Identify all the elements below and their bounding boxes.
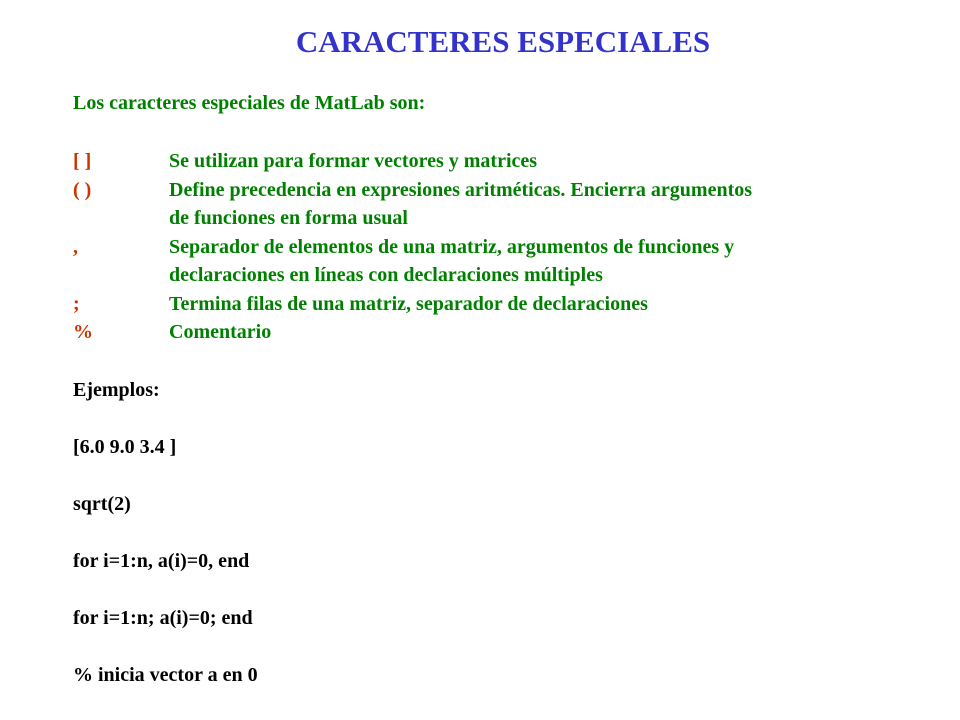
- description-parentheses-line2: de funciones en forma usual: [169, 207, 408, 229]
- example-loop-commas: for i=1:n, a(i)=0, end: [73, 550, 250, 572]
- example-comment: % inicia vector a en 0: [73, 664, 258, 686]
- symbol-parentheses: ( ): [73, 179, 92, 201]
- example-loop-semicolons: for i=1:n; a(i)=0; end: [73, 607, 253, 629]
- description-parentheses-line1: Define precedencia en expresiones aritméticas. Encierra argumentos: [169, 179, 753, 201]
- examples-heading: Ejemplos:: [73, 379, 160, 401]
- intro-text: Los caracteres especiales de MatLab son:: [73, 92, 426, 114]
- description-brackets: Se utilizan para formar vectores y matrices: [169, 150, 538, 172]
- description-percent: Comentario: [169, 321, 272, 343]
- symbol-comma: ,: [73, 236, 78, 258]
- description-comma-line1: Separador de elementos de una matriz, argumentos de funciones y: [169, 236, 735, 258]
- symbol-percent: %: [73, 321, 93, 343]
- example-vector: [6.0 9.0 3.4 ]: [73, 436, 177, 458]
- description-semicolon: Termina filas de una matriz, separador de declaraciones: [169, 293, 648, 315]
- symbol-semicolon: ;: [73, 293, 80, 315]
- example-sqrt: sqrt(2): [73, 493, 131, 515]
- description-comma-line2: declaraciones en líneas con declaraciones múltiples: [169, 264, 603, 286]
- symbol-brackets: [ ]: [73, 150, 92, 172]
- slide-title: CARACTERES ESPECIALES: [295, 24, 711, 59]
